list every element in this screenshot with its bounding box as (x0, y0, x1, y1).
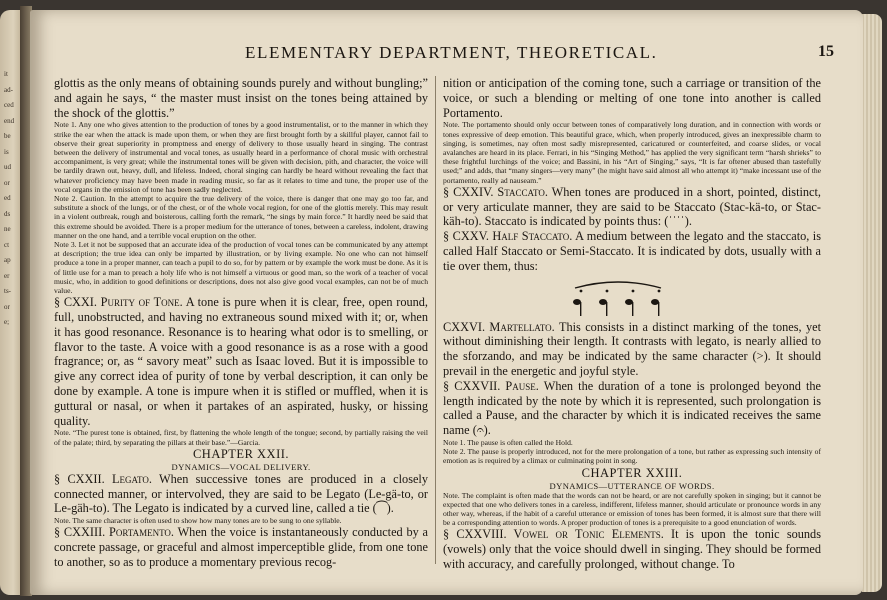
section-123 (54, 525, 428, 569)
section-text: When the duration of a tone is prolonged beyond the length indicated by the note by which it is represented, such prolongation is called a Pause, and the character by which it is indicated receives the same name (𝄐). (443, 378, 821, 438)
page-stack-edge (862, 14, 882, 592)
section-text: When successive tones are produced in a closely connected manner, or intervolved, they are said to be Legato (Le-gä-to, or Le-gäh-to). The Legato is indicated by a curved line, called a tie (⁀). (54, 471, 429, 516)
facing-page-fragment: be (4, 132, 11, 140)
section-heading: § CXXI. Purity of Tone. (54, 295, 183, 310)
facing-page-fragment: ced (4, 101, 14, 109)
section-125 (443, 229, 821, 273)
facing-page-fragment: is (4, 147, 9, 156)
note: Note. “The purest tone is obtained, first, by flattening the whole length of the tongue; second, by partially raising the veil of the palate; third, by separating the pillars at their base.”—Garcia. (54, 428, 428, 447)
note: Note. The complaint is often made that the words can not be heard, or are not carefully spoken in singing; but it cannot be expected that one who delivers tones in a careless, indifferent, lifeless manner, should articulate or pronounce words in any other way, whereas, if the habit of a careful utterance or emission of tones has been formed, it is almost sure that there will be a corresponding attention to words. A proper production of tones is a prerequisite to a good enunciation of words. (443, 490, 821, 528)
facing-page-fragment: ct (4, 240, 10, 249)
chapter-heading: CHAPTER XXIII. (581, 465, 683, 480)
facing-page-fragment: ed (4, 194, 11, 202)
section-127 (443, 379, 821, 438)
facing-page-fragment: e; (4, 318, 10, 326)
paragraph: nition or anticipation of the coming tone, such a carriage or transition of the voice, or such a blending or melting of one tone into another is called Portamento. (443, 76, 821, 120)
facing-page-fragment: ap (4, 256, 11, 264)
column-divider (435, 76, 436, 564)
half-staccato-notation (443, 278, 821, 318)
book-page (30, 10, 863, 595)
section-heading: § CXXVIII. Vowel or Tonic Elements. (443, 527, 664, 542)
note: Note 1. Any one who gives attention to the production of tones by a good instrumentalist, or to the manner in which they strike the ear when the attack is made upon them, or when they are first brought forth by a skillful player, cannot fail to observe their great superiority in promptness and energy of delivery to those usually heard in singing. The contrast between the delivery of instrumental and vocal tones, as usually heard in a performance of choral music with orchestral accompaniment, is very great; while the instrumental tones will be given with decision, pith, and character, the voice will be tardily drawn out, heavy, dull, and lifeless. Indeed, choral singing can hardly be heard without revealing the fact that whatever proficiency may have been made in reading music, so far as it relates to time and tune, the proper use of the vocal organs in the emission of tone has been sadly neglected. (54, 120, 428, 194)
section-heading: CXXVI. Martellato. (443, 319, 555, 334)
section-text: A tone is pure when it is clear, free, open round, full, unobstructed, and having no extraneous sound mixed with it; or, when it has good resonance. Resonance is to hearing what odor is to smelling, or flavor to the taste. A voice with a good resonance is as a rose with a good fragrance; or, as “ savory meat” such as Isaac loved. But it is impossible to give any correct idea of purity of tone by verbal description, it can only be done by example. A tone is impure when it is stifled or muffled, when it is guttural or nasal, or when it partakes of an aspirated, husky, or hissing quality. (54, 295, 429, 428)
section-128 (443, 527, 821, 571)
facing-page-fragment: ts- (4, 287, 11, 295)
section-heading: § CXXVII. Pause. (443, 378, 539, 393)
page-number: 15 (818, 43, 834, 60)
facing-page-fragment: ds (4, 209, 11, 218)
section-heading: § CXXII. Legato. (54, 471, 152, 486)
chapter-subheading: DYNAMICS—VOCAL DELIVERY. (171, 461, 311, 472)
chapter-heading: CHAPTER XXII. (192, 446, 290, 461)
left-column (54, 76, 429, 570)
facing-page-fragment: ud (4, 163, 11, 171)
facing-page-fragment: end (4, 116, 15, 125)
section-text: It is upon the tonic sounds (vowels) only that the voice should dwell in singing. They should be formed with accuracy, and carefully prolonged, without change. To (443, 527, 821, 571)
note: Note 2. Caution. In the attempt to acquire the true delivery of the voice, there is danger that one may go too far, and substitute a shock of the lungs, or of the chest, or of the whole vocal region, for one of the glottis merely. This may result in a violent outbreak, rough and boisterous, calling forth the remark, “he sings by main force.” It hardly need be said that this extreme should be avoided. There is a proper medium for the utterance of tones, between a careless, indolent, drawing manner on the one hand, and a terrible vocal eruption on the other. (54, 194, 428, 240)
paragraph: glottis as the only means of obtaining sounds purely and without bungling;” and again he says, “ the master must insist on the tones being attained by the shock of the glottis.” (54, 76, 428, 120)
facing-page-edge (0, 10, 22, 595)
facing-page-fragment: it (4, 70, 8, 78)
facing-page-fragment: ad- (4, 85, 13, 94)
facing-page-fragment: or (4, 178, 10, 187)
note: Note. The same character is often used to show how many tones are to be sung to one syllable. (54, 516, 342, 526)
section-126 (443, 320, 821, 379)
half-staccato-notes-icon (563, 278, 683, 318)
section-122 (54, 472, 428, 516)
page-title: ELEMENTARY DEPARTMENT, THEORETICAL. (245, 43, 658, 62)
section-124 (443, 185, 821, 229)
note: Note. The portamento should only occur between tones of comparatively long duration, and in connection with words or tones expressive of deep emotion. This beautiful grace, which, when properly introduced, gives an inexpressible charm to singing, is sometimes, nay often most sadly misrepresented, caricatured or counterfeited, and coarse slides, or vocal avalanches are heard in its place. Ferrari, in his “Singing Method,” has applied the very significant term “harsh shrieks” to these frightful lurchings of the voice; and Bassini, in his “Art of Singing,” says, “It is far oftener abused than tastefully used;” and adds, that “many singers—very many” (he might have said almost all who attempt it) “make incessant use of the portamento, really ad nauseam.” (443, 120, 821, 185)
section-text: When tones are produced in a short, pointed, distinct, or very articulate manner, they are said to be Staccato (Stac-kä-to, or Stac-käh-to). Staccato is indicated by points thus: (ˈˈˈˈ). (443, 184, 822, 229)
running-header (30, 43, 863, 67)
note: Note 2. The pause is properly introduced, not for the mere prolongation of a tone, but rather as expressing such intensity of emotion as is required by a climax or culminating point in song. (443, 447, 821, 466)
section-text: This consists in a distinct marking of the tones, yet without diminishing their length. It contrasts with legato, is nearly allied to the sforzando, and may be indicated by the same character (>). It should prevail in the energetic and joyful style. (443, 319, 821, 378)
facing-page-fragment: or (4, 302, 10, 311)
section-heading: § CXXIV. Staccato. (443, 184, 548, 199)
section-text: A medium between the legato and the staccato, is called Half Staccato or Semi-Staccato. It is indicated by dots, usually with a tie over them, thus: (443, 229, 821, 273)
section-heading: § CXXIII. Portamento. (54, 525, 175, 540)
section-121 (54, 295, 428, 428)
facing-page-fragment: ne (4, 225, 11, 233)
note: Note 3. Let it not be supposed that an accurate idea of the production of vocal tones can be communicated by any attempt at description; the true idea can only be imparted by illustration, or by living example. No one who can not himself produce a tone in a proper manner, can teach a pupil to do so, for by pattern or by example the work must be done. As it is of little use for a man to preach a holy life who is not himself a virtuous or good man, so the work of a teacher of vocal music, who, in addition to good definitions or descriptions, does not also give good vocal examples, can not be of much value. (54, 240, 428, 296)
chapter-subheading: DYNAMICS—UTTERANCE OF WORDS. (549, 480, 715, 491)
section-heading: § CXXV. Half Staccato. (443, 229, 573, 244)
right-column (443, 76, 822, 571)
note: Note 1. The pause is often called the Hold. (443, 437, 573, 447)
section-text: When the voice is instantaneously conducted by a concrete passage, or graceful and almost imperceptible glide, from one tone to another, so as to produce a momentary previous recog- (54, 525, 429, 570)
facing-page-fragment: er (4, 271, 10, 280)
